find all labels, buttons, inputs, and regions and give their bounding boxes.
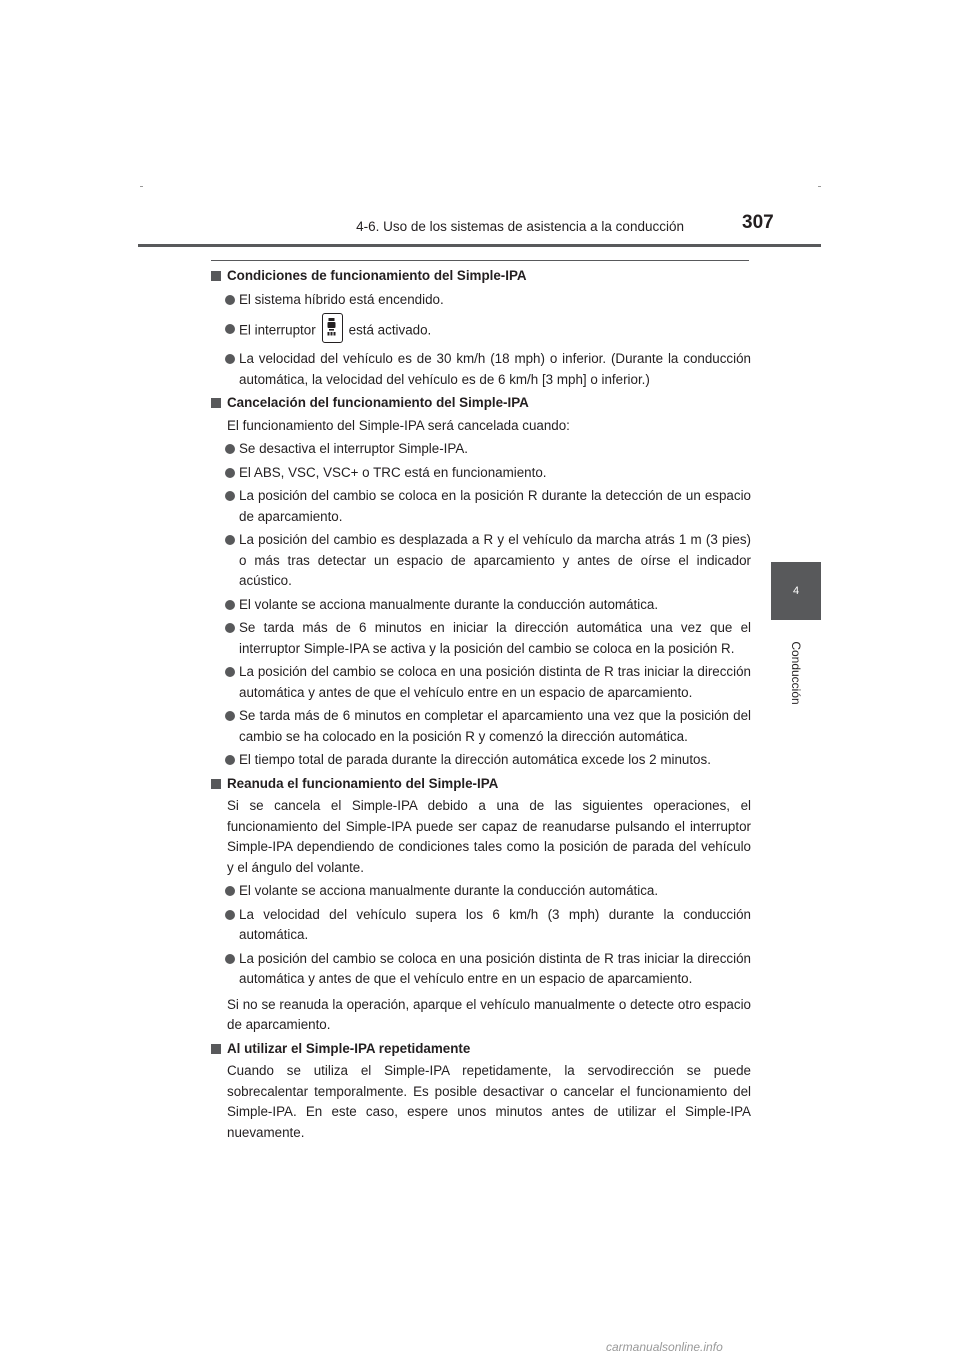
list-item-text: El interruptor <box>239 322 316 338</box>
list-item <box>211 618 751 659</box>
list-item <box>211 463 751 484</box>
section-heading-text: Cancelación del funcionamiento del Simple-IPA <box>227 395 529 410</box>
section-heading-text: Condiciones de funcionamiento del Simple-IPA <box>227 268 527 283</box>
list-item-text: La posición del cambio se coloca en la posición R durante la detección de un espacio de aparcamiento. <box>239 488 751 524</box>
square-bullet-icon <box>211 1044 221 1054</box>
list-item <box>211 905 751 946</box>
list-item-text: Se tarda más de 6 minutos en completar el aparcamiento una vez que la posición del cambio se ha colocado en la posición R y comenzó la dirección automática. <box>239 708 751 744</box>
list-item <box>211 949 751 990</box>
list-item-text: El tiempo total de parada durante la dirección automática excede los 2 minutos. <box>239 752 711 767</box>
section-heading <box>211 1039 751 1060</box>
round-bullet-icon <box>225 600 235 610</box>
list-item-text: El sistema híbrido está encendido. <box>239 291 444 307</box>
list-item <box>211 530 751 592</box>
section-heading-text: Al utilizar el Simple-IPA repetidamente <box>227 1040 471 1056</box>
round-bullet-icon <box>225 667 235 677</box>
list-item-text: La posición del cambio se coloca en una posición distinta de R tras iniciar la dirección automática y antes de que el vehículo entre en un espacio de aparcamiento. <box>239 950 751 986</box>
list-item <box>211 706 751 747</box>
page-number: 307 <box>742 212 774 233</box>
round-bullet-icon <box>225 295 235 305</box>
section-heading <box>211 774 751 795</box>
round-bullet-icon <box>225 954 235 964</box>
list-item-text: está activado. <box>348 322 432 338</box>
round-bullet-icon <box>225 468 235 478</box>
section-paragraph: Si no se reanuda la operación, aparque el vehículo manualmente o detecte otro espacio de aparcamiento. <box>227 996 751 1032</box>
list-item-text: La posición del cambio se coloca en una posición distinta de R tras iniciar la dirección automática y antes de que el vehículo entre en un espacio de aparcamiento. <box>239 664 751 700</box>
round-bullet-icon <box>225 755 235 765</box>
list-item <box>211 349 751 390</box>
section-paragraph: Si se cancela el Simple-IPA debido a una de las siguientes operaciones, el funcionamiento del Simple-IPA puede ser capaz de reanudarse pulsando el interruptor Simple-IPA dependiendo de condiciones tales como la posición de parada del vehículo y el ángulo del volante. <box>227 798 751 875</box>
round-bullet-icon <box>225 711 235 721</box>
simple-ipa-switch-icon <box>322 313 343 343</box>
list-item-text: El ABS, VSC, VSC+ o TRC está en funcionamiento. <box>239 464 547 480</box>
running-header-section: 4-6. Uso de los sistemas de asistencia a la conducción <box>356 219 684 234</box>
list-item-text: Se desactiva el interruptor Simple-IPA. <box>239 441 468 456</box>
list-item <box>211 290 751 311</box>
list-item-text: El volante se acciona manualmente durante la conducción automática. <box>239 883 659 898</box>
content-top-rule <box>211 260 749 261</box>
list-item <box>211 881 751 902</box>
list-item <box>211 750 751 771</box>
watermark: carmanualsonline.info <box>606 1340 723 1354</box>
list-item <box>211 486 751 527</box>
round-bullet-icon <box>225 910 235 920</box>
section-paragraph: El funcionamiento del Simple-IPA será cancelada cuando: <box>227 417 570 433</box>
square-bullet-icon <box>211 398 221 408</box>
list-item-text: El volante se acciona manualmente durante la conducción automática. <box>239 596 659 612</box>
section-heading <box>211 393 751 414</box>
chapter-tab-number: 4 <box>771 562 821 620</box>
round-bullet-icon <box>225 491 235 501</box>
round-bullet-icon <box>225 886 235 896</box>
list-item-text: La velocidad del vehículo supera los 6 km/h (3 mph) durante la conducción automática. <box>239 906 751 942</box>
page-content <box>211 266 751 1143</box>
round-bullet-icon <box>225 354 235 364</box>
square-bullet-icon <box>211 779 221 789</box>
section-heading <box>211 266 751 287</box>
list-item <box>211 319 751 343</box>
round-bullet-icon <box>225 623 235 633</box>
round-bullet-icon <box>225 444 235 454</box>
list-item-text: La posición del cambio es desplazada a R y el vehículo da marcha atrás 1 m (3 pies) o más tras detectar un espacio de aparcamiento y antes de oírse el indicador acústico. <box>239 532 751 588</box>
round-bullet-icon <box>225 535 235 545</box>
list-item <box>211 439 751 460</box>
crop-mark-right <box>818 186 821 187</box>
list-item-text: La velocidad del vehículo es de 30 km/h (18 mph) o inferior. (Durante la conducción automática, la velocidad del vehículo es de 6 km/h [3 mph] o inferior.) <box>239 351 751 387</box>
section-heading-text: Reanuda el funcionamiento del Simple-IPA <box>227 775 499 791</box>
chapter-tab-label: Conducción <box>789 641 803 705</box>
list-item-text: Se tarda más de 6 minutos en iniciar la dirección automática una vez que el interruptor Simple-IPA se activa y la posición del cambio se coloca en la posición R. <box>239 620 751 656</box>
list-item <box>211 662 751 703</box>
section-paragraph: Cuando se utiliza el Simple-IPA repetidamente, la servodirección se puede sobrecalentar temporalmente. Es posible desactivar o cancelar el funcionamiento del Simple-IPA. En este caso, espere unos minutos antes de utilizar el Simple-IPA nuevamente. <box>227 1063 751 1140</box>
crop-mark-left <box>140 186 143 187</box>
square-bullet-icon <box>211 271 221 281</box>
round-bullet-icon <box>225 324 235 334</box>
list-item <box>211 595 751 616</box>
header-rule <box>138 244 821 247</box>
